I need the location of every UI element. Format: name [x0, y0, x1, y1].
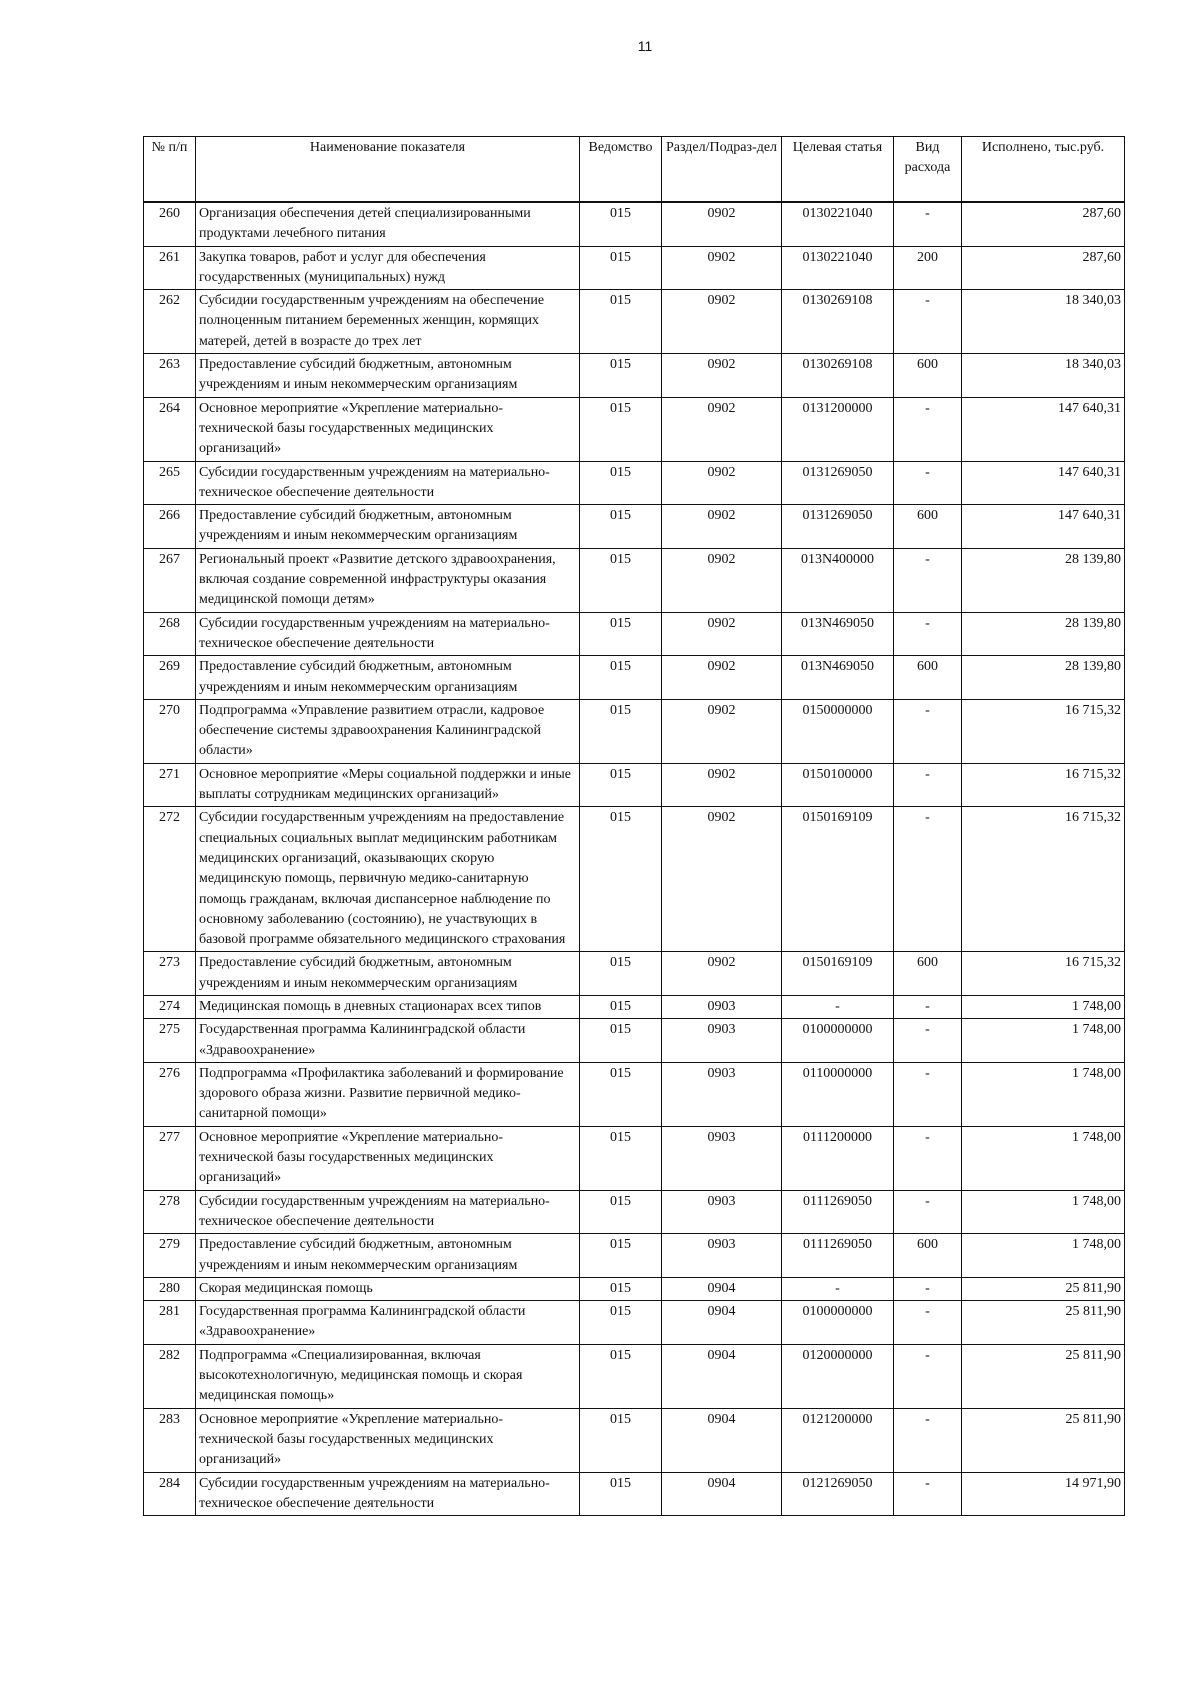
row-section: 0902 [662, 203, 782, 247]
table-row [144, 1019, 1125, 1063]
row-expense-type: - [894, 1344, 962, 1408]
row-number: 283 [144, 1408, 196, 1472]
row-executed-amount: 28 139,80 [962, 612, 1125, 656]
row-section: 0904 [662, 1408, 782, 1472]
row-target-article: 013N469050 [782, 612, 894, 656]
row-executed-amount: 287,60 [962, 246, 1125, 290]
row-section: 0904 [662, 1472, 782, 1516]
row-number: 261 [144, 246, 196, 290]
header-target-article: Целевая статья [782, 137, 894, 202]
table-row [144, 1277, 1125, 1300]
row-target-article: 0121200000 [782, 1408, 894, 1472]
row-name: Медицинская помощь в дневных стационарах всех типов [196, 995, 580, 1018]
row-target-article: 0130269108 [782, 290, 894, 354]
row-expense-type: - [894, 1190, 962, 1234]
row-executed-amount: 287,60 [962, 203, 1125, 247]
row-department: 015 [580, 246, 662, 290]
row-expense-type: 600 [894, 1234, 962, 1278]
row-section: 0902 [662, 548, 782, 612]
row-department: 015 [580, 656, 662, 700]
row-section: 0902 [662, 612, 782, 656]
row-section: 0902 [662, 290, 782, 354]
row-executed-amount: 1 748,00 [962, 995, 1125, 1018]
table-row [144, 699, 1125, 763]
row-number: 265 [144, 461, 196, 505]
row-number: 270 [144, 699, 196, 763]
row-target-article: 0121269050 [782, 1472, 894, 1516]
row-department: 015 [580, 1408, 662, 1472]
header-name: Наименование показателя [196, 137, 580, 202]
row-executed-amount: 14 971,90 [962, 1472, 1125, 1516]
row-department: 015 [580, 1301, 662, 1345]
row-executed-amount: 18 340,03 [962, 354, 1125, 398]
row-target-article: 0150169109 [782, 952, 894, 996]
row-number: 260 [144, 203, 196, 247]
row-name: Предоставление субсидий бюджетным, автономным учреждениям и иным некоммерческим организациям [196, 952, 580, 996]
row-section: 0902 [662, 699, 782, 763]
row-section: 0903 [662, 1234, 782, 1278]
row-expense-type: - [894, 763, 962, 807]
row-target-article: 0150169109 [782, 807, 894, 952]
row-department: 015 [580, 1472, 662, 1516]
row-expense-type: - [894, 397, 962, 461]
row-name: Основное мероприятие «Меры социальной поддержки и иные выплаты сотрудникам медицинских организаций» [196, 763, 580, 807]
row-executed-amount: 16 715,32 [962, 699, 1125, 763]
table-row [144, 1344, 1125, 1408]
row-section: 0902 [662, 763, 782, 807]
row-name: Скорая медицинская помощь [196, 1277, 580, 1300]
table-row [144, 290, 1125, 354]
row-section: 0903 [662, 1019, 782, 1063]
row-executed-amount: 1 748,00 [962, 1190, 1125, 1234]
row-executed-amount: 28 139,80 [962, 548, 1125, 612]
row-number: 284 [144, 1472, 196, 1516]
row-number: 278 [144, 1190, 196, 1234]
row-name: Субсидии государственным учреждениям на материально-техническое обеспечение деятельности [196, 612, 580, 656]
row-number: 271 [144, 763, 196, 807]
row-name: Основное мероприятие «Укрепление материально-технической базы государственных медицинских организаций» [196, 1126, 580, 1190]
row-name: Предоставление субсидий бюджетным, автономным учреждениям и иным некоммерческим организациям [196, 1234, 580, 1278]
row-department: 015 [580, 995, 662, 1018]
row-number: 267 [144, 548, 196, 612]
row-department: 015 [580, 1277, 662, 1300]
row-department: 015 [580, 203, 662, 247]
row-expense-type: 200 [894, 246, 962, 290]
row-department: 015 [580, 290, 662, 354]
row-executed-amount: 25 811,90 [962, 1301, 1125, 1345]
row-number: 274 [144, 995, 196, 1018]
row-department: 015 [580, 1344, 662, 1408]
row-expense-type: - [894, 548, 962, 612]
row-name: Субсидии государственным учреждениям на обеспечение полноценным питанием беременных женщин, кормящих матерей, детей в возрасте до трех лет [196, 290, 580, 354]
row-executed-amount: 16 715,32 [962, 763, 1125, 807]
row-expense-type: - [894, 1301, 962, 1345]
row-number: 282 [144, 1344, 196, 1408]
row-number: 273 [144, 952, 196, 996]
row-section: 0902 [662, 807, 782, 952]
row-section: 0904 [662, 1301, 782, 1345]
row-target-article: 013N469050 [782, 656, 894, 700]
row-name: Государственная программа Калининградской области «Здравоохранение» [196, 1019, 580, 1063]
row-expense-type: - [894, 699, 962, 763]
table-row [144, 246, 1125, 290]
table-row [144, 1234, 1125, 1278]
row-name: Предоставление субсидий бюджетным, автономным учреждениям и иным некоммерческим организациям [196, 656, 580, 700]
row-number: 264 [144, 397, 196, 461]
row-department: 015 [580, 952, 662, 996]
row-executed-amount: 28 139,80 [962, 656, 1125, 700]
row-target-article: 0100000000 [782, 1019, 894, 1063]
row-expense-type: 600 [894, 354, 962, 398]
row-name: Государственная программа Калининградской области «Здравоохранение» [196, 1301, 580, 1345]
row-department: 015 [580, 763, 662, 807]
row-executed-amount: 16 715,32 [962, 952, 1125, 996]
row-number: 269 [144, 656, 196, 700]
row-department: 015 [580, 1234, 662, 1278]
row-executed-amount: 1 748,00 [962, 1019, 1125, 1063]
row-target-article: 0130221040 [782, 203, 894, 247]
row-target-article: 0100000000 [782, 1301, 894, 1345]
row-target-article: - [782, 1277, 894, 1300]
row-section: 0902 [662, 952, 782, 996]
row-target-article: 0111269050 [782, 1190, 894, 1234]
row-name: Предоставление субсидий бюджетным, автономным учреждениям и иным некоммерческим организациям [196, 505, 580, 549]
row-name: Основное мероприятие «Укрепление материально-технической базы государственных медицинских организаций» [196, 397, 580, 461]
table-row [144, 548, 1125, 612]
table-row [144, 505, 1125, 549]
row-executed-amount: 147 640,31 [962, 505, 1125, 549]
row-target-article: 013N400000 [782, 548, 894, 612]
row-target-article: 0131200000 [782, 397, 894, 461]
row-number: 277 [144, 1126, 196, 1190]
row-executed-amount: 25 811,90 [962, 1408, 1125, 1472]
row-number: 275 [144, 1019, 196, 1063]
row-number: 272 [144, 807, 196, 952]
table-row [144, 807, 1125, 952]
row-executed-amount: 1 748,00 [962, 1234, 1125, 1278]
row-number: 279 [144, 1234, 196, 1278]
row-expense-type: 600 [894, 656, 962, 700]
header-executed: Исполнено, тыс.руб. [962, 137, 1125, 202]
row-name: Основное мероприятие «Укрепление материально-технической базы государственных медицинских организаций» [196, 1408, 580, 1472]
row-name: Подпрограмма «Профилактика заболеваний и формирование здорового образа жизни. Развитие первичной медико-санитарной помощи» [196, 1062, 580, 1126]
row-executed-amount: 1 748,00 [962, 1126, 1125, 1190]
row-department: 015 [580, 807, 662, 952]
row-department: 015 [580, 548, 662, 612]
row-section: 0902 [662, 397, 782, 461]
row-expense-type: 600 [894, 952, 962, 996]
row-target-article: 0111200000 [782, 1126, 894, 1190]
budget-table [143, 136, 1125, 1516]
table-row [144, 1301, 1125, 1345]
table-row [144, 612, 1125, 656]
row-executed-amount: 16 715,32 [962, 807, 1125, 952]
row-target-article: - [782, 995, 894, 1018]
table-row [144, 1408, 1125, 1472]
table-row [144, 461, 1125, 505]
table-row [144, 1126, 1125, 1190]
row-number: 262 [144, 290, 196, 354]
row-expense-type: - [894, 1126, 962, 1190]
row-executed-amount: 147 640,31 [962, 397, 1125, 461]
row-expense-type: - [894, 1277, 962, 1300]
table-row [144, 1472, 1125, 1516]
row-section: 0903 [662, 1126, 782, 1190]
row-executed-amount: 1 748,00 [962, 1062, 1125, 1126]
row-section: 0902 [662, 461, 782, 505]
row-name: Подпрограмма «Управление развитием отрасли, кадровое обеспечение системы здравоохранения Калининградской области» [196, 699, 580, 763]
header-department: Ведомство [580, 137, 662, 202]
table-row [144, 656, 1125, 700]
row-name: Субсидии государственным учреждениям на материально-техническое обеспечение деятельности [196, 1190, 580, 1234]
row-name: Региональный проект «Развитие детского здравоохранения, включая создание современной инфраструктуры оказания медицинской помощи детям» [196, 548, 580, 612]
table-row [144, 1190, 1125, 1234]
row-executed-amount: 25 811,90 [962, 1277, 1125, 1300]
row-number: 281 [144, 1301, 196, 1345]
row-section: 0902 [662, 246, 782, 290]
row-department: 015 [580, 354, 662, 398]
row-department: 015 [580, 1190, 662, 1234]
row-expense-type: - [894, 1472, 962, 1516]
row-department: 015 [580, 1062, 662, 1126]
row-expense-type: - [894, 1019, 962, 1063]
header-section: Раздел/Подраз-дел [662, 137, 782, 202]
row-expense-type: - [894, 1408, 962, 1472]
table-row [144, 203, 1125, 247]
row-expense-type: - [894, 1062, 962, 1126]
row-expense-type: - [894, 995, 962, 1018]
row-section: 0903 [662, 1190, 782, 1234]
table-row [144, 397, 1125, 461]
row-department: 015 [580, 505, 662, 549]
row-target-article: 0111269050 [782, 1234, 894, 1278]
row-number: 263 [144, 354, 196, 398]
row-executed-amount: 147 640,31 [962, 461, 1125, 505]
row-executed-amount: 25 811,90 [962, 1344, 1125, 1408]
row-name: Субсидии государственным учреждениям на предоставление специальных социальных выплат медицинским работникам медицинских организаций, оказывающих скорую медицинскую помощь, первичную медико-санитарную помощь гражданам, включая диспансерное наблюдение по основному заболеванию (состоянию), не участвующих в базовой программе обязательного медицинского страхования [196, 807, 580, 952]
row-department: 015 [580, 461, 662, 505]
page-number: 11 [637, 38, 653, 54]
table-header [144, 137, 1125, 203]
row-department: 015 [580, 397, 662, 461]
row-department: 015 [580, 1019, 662, 1063]
row-number: 268 [144, 612, 196, 656]
row-name: Закупка товаров, работ и услуг для обеспечения государственных (муниципальных) нужд [196, 246, 580, 290]
row-name: Подпрограмма «Специализированная, включая высокотехнологичную, медицинская помощь и скорая медицинская помощь» [196, 1344, 580, 1408]
row-department: 015 [580, 699, 662, 763]
row-number: 280 [144, 1277, 196, 1300]
row-section: 0902 [662, 656, 782, 700]
row-expense-type: 600 [894, 505, 962, 549]
row-name: Предоставление субсидий бюджетным, автономным учреждениям и иным некоммерческим организациям [196, 354, 580, 398]
row-section: 0902 [662, 505, 782, 549]
row-expense-type: - [894, 461, 962, 505]
row-target-article: 0131269050 [782, 461, 894, 505]
table-row [144, 1062, 1125, 1126]
table-row [144, 952, 1125, 996]
row-section: 0903 [662, 1062, 782, 1126]
row-section: 0903 [662, 995, 782, 1018]
row-target-article: 0120000000 [782, 1344, 894, 1408]
row-section: 0904 [662, 1344, 782, 1408]
row-name: Субсидии государственным учреждениям на материально-техническое обеспечение деятельности [196, 1472, 580, 1516]
row-target-article: 0130269108 [782, 354, 894, 398]
row-name: Субсидии государственным учреждениям на материально-техническое обеспечение деятельности [196, 461, 580, 505]
row-number: 276 [144, 1062, 196, 1126]
row-section: 0902 [662, 354, 782, 398]
row-target-article: 0150100000 [782, 763, 894, 807]
row-name: Организация обеспечения детей специализированными продуктами лечебного питания [196, 203, 580, 247]
row-expense-type: - [894, 290, 962, 354]
table-row [144, 354, 1125, 398]
row-department: 015 [580, 1126, 662, 1190]
row-department: 015 [580, 612, 662, 656]
row-expense-type: - [894, 612, 962, 656]
row-target-article: 0130221040 [782, 246, 894, 290]
row-target-article: 0150000000 [782, 699, 894, 763]
table-row [144, 995, 1125, 1018]
table-row [144, 763, 1125, 807]
row-target-article: 0131269050 [782, 505, 894, 549]
header-expense-type: Вид расхода [894, 137, 962, 202]
row-number: 266 [144, 505, 196, 549]
row-expense-type: - [894, 807, 962, 952]
header-num: № п/п [144, 137, 196, 202]
table-body [144, 203, 1125, 1516]
row-target-article: 0110000000 [782, 1062, 894, 1126]
row-executed-amount: 18 340,03 [962, 290, 1125, 354]
row-section: 0904 [662, 1277, 782, 1300]
row-expense-type: - [894, 203, 962, 247]
